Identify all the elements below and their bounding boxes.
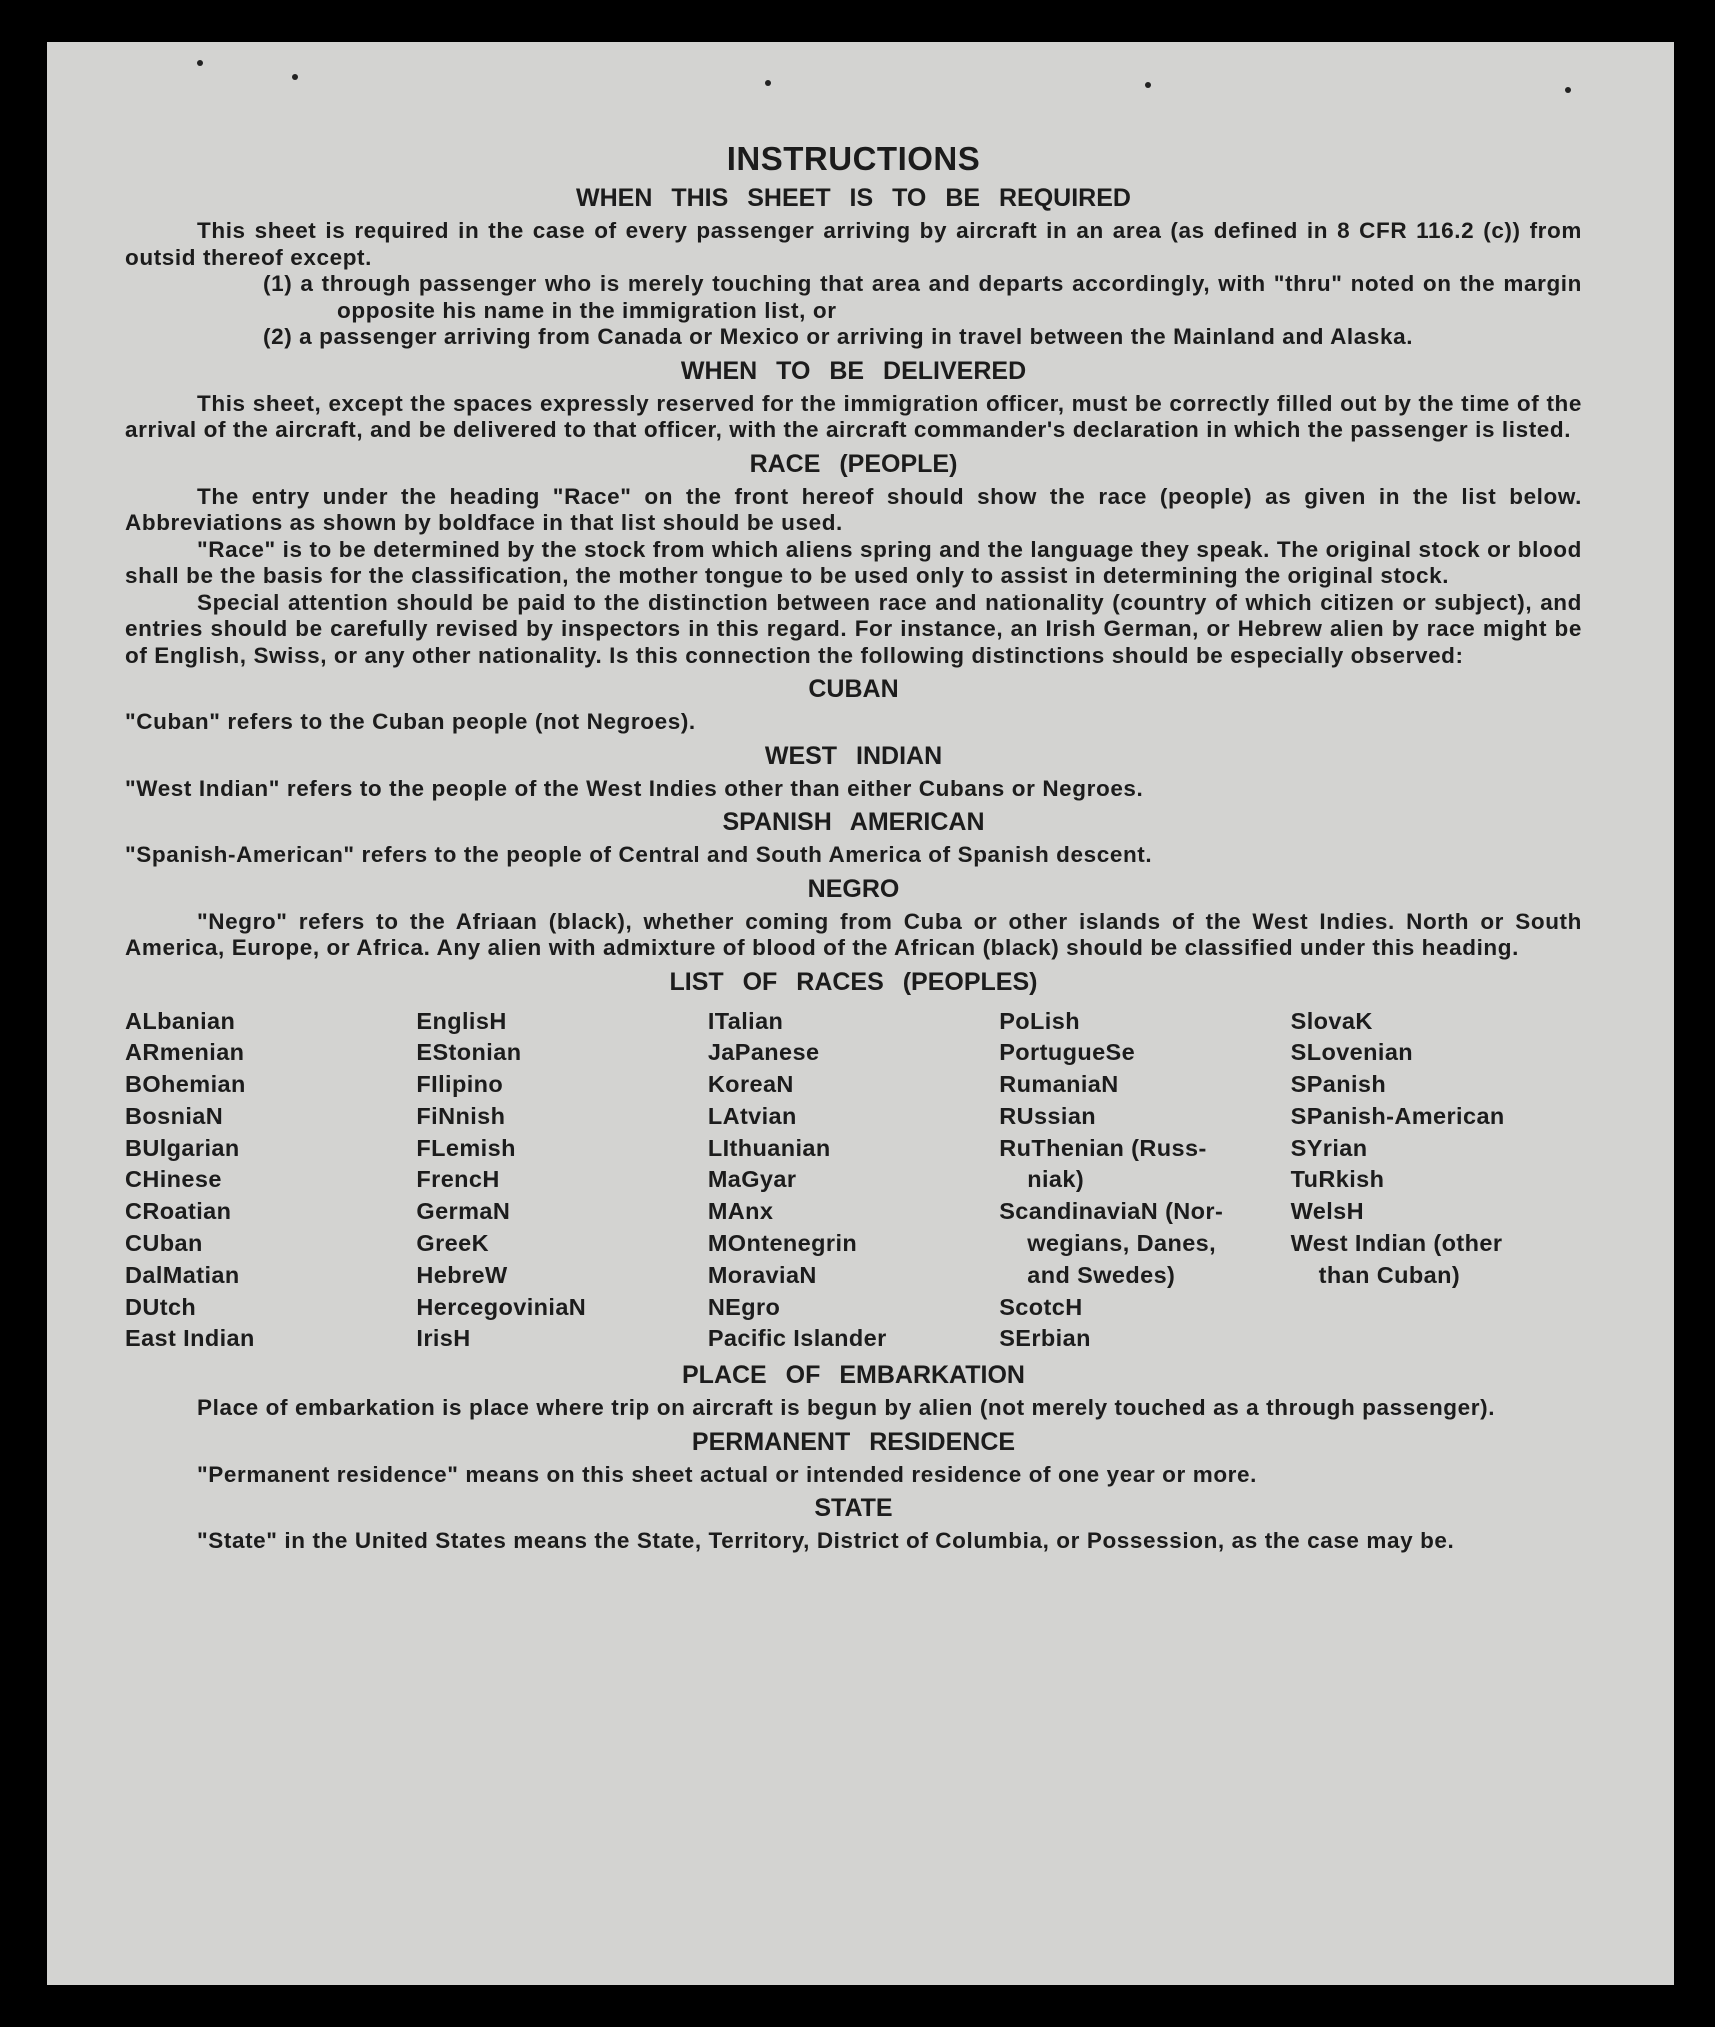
race-list-item: RuThenian (Russ-	[999, 1134, 1207, 1161]
section-heading-west-indian: WEST INDIAN	[764, 741, 943, 770]
required-intro: This sheet is required in the case of every passenger arriving by aircraft in an area (as defined in 8 CFR 116.2 (c)) from outsid thereof except.	[125, 218, 1582, 270]
section-heading-embarkation: PLACE OF EMBARKATION	[682, 1361, 1025, 1390]
race-list-item: SlovaK	[1290, 1007, 1373, 1034]
race-list-item: DalMatian	[125, 1261, 240, 1288]
section-heading-list-of-races: LIST OF RACES (PEOPLES)	[669, 967, 1038, 996]
races-column-2	[416, 1006, 707, 1356]
race-paragraph-2: "Race" is to be determined by the stock from which aliens spring and the language they speak. The original stock or blood shall be the basis for the classification, the mother tongue to be used only to assist in determining the original stock.	[125, 536, 1582, 588]
section-heading-spanish-american: SPANISH AMERICAN	[722, 808, 985, 836]
race-list-item: ARmenian	[125, 1039, 245, 1066]
delivered-text: This sheet, except the spaces expressly reserved for the immigration officer, must be correctly filled out by the time of the arrival of the aircraft, and be delivered to that officer, with the aircraft commander's declaration in which the passenger is listed.	[125, 390, 1582, 442]
spanish-american-text: "Spanish-American" refers to the people of Central and South America of Spanish descent.	[125, 842, 1153, 867]
section-heading-required: WHEN THIS SHEET IS TO BE REQUIRED	[576, 184, 1131, 212]
page-title: INSTRUCTIONS	[726, 140, 981, 177]
section-heading-cuban: CUBAN	[808, 675, 899, 703]
race-list-item: JaPanese	[707, 1039, 820, 1066]
race-list-item: and Swedes)	[1027, 1261, 1176, 1288]
section-heading-race: RACE (PEOPLE)	[749, 449, 958, 478]
required-item-1: (1) a through passenger who is merely touching that area and departs accordingly, with "thru" noted on the margin opposite his name in the immigration list, or	[263, 271, 1582, 323]
race-list-item: RumaniaN	[999, 1071, 1119, 1098]
required-item-2: (2) a passenger arriving from Canada or Mexico or arriving in travel between the Mainland and Alaska.	[263, 324, 1414, 349]
race-list-item: TuRkish	[1290, 1166, 1385, 1193]
race-list-item: CHinese	[125, 1166, 222, 1193]
race-list-item: MaGyar	[707, 1166, 797, 1193]
race-list-item: SYrian	[1290, 1134, 1368, 1161]
embarkation-text: Place of embarkation is place where trip on aircraft is begun by alien (not merely touched as a through passenger).	[197, 1395, 1496, 1421]
races-column-1	[125, 1006, 416, 1356]
race-paragraph-3: Special attention should be paid to the distinction between race and nationality (country of which citizen or subject), and entries should be carefully revised by inspectors in this regard. For instance, an Irish German, or Hebrew alien by race might be of English, Swiss, or any other nationality. Is this connection the following distinctions should be especially observed:	[125, 589, 1582, 668]
race-list-item: than Cuban)	[1318, 1261, 1461, 1288]
race-list-item: HebreW	[416, 1261, 508, 1288]
negro-text: "Negro" refers to the Afriaan (black), whether coming from Cuba or other islands of the West Indies. North or South America, Europe, or Africa. Any alien with admixture of blood of the African (black) should be classified under this heading.	[125, 908, 1582, 960]
race-list-item: PoLish	[999, 1007, 1080, 1034]
race-list-item: HercegoviniaN	[416, 1293, 587, 1320]
speck-mark	[197, 60, 203, 66]
race-list-item: NEgro	[707, 1293, 781, 1320]
race-list-item: KoreaN	[707, 1071, 794, 1098]
race-list-item: ALbanian	[125, 1007, 236, 1034]
race-paragraph-1: The entry under the heading "Race" on the front hereof should show the race (people) as given in the list below. Abbreviations as shown by boldface in that list should be used.	[125, 483, 1582, 535]
state-text: "State" in the United States means the State, Territory, District of Columbia, or Possession, as the case may be.	[197, 1528, 1455, 1554]
race-list-item: CUban	[125, 1230, 203, 1257]
race-list-item: BOhemian	[125, 1071, 246, 1098]
race-list-item: FiNnish	[416, 1102, 506, 1129]
race-list-item: Pacific Islander	[707, 1325, 887, 1352]
race-list-item: SPanish-American	[1290, 1102, 1505, 1129]
race-list-item: ITalian	[707, 1007, 784, 1034]
speck-mark	[1145, 82, 1151, 88]
speck-mark	[765, 80, 771, 86]
race-list-item: wegians, Danes,	[1027, 1230, 1217, 1257]
section-heading-delivered: WHEN TO BE DELIVERED	[680, 356, 1027, 385]
race-list-item: BosniaN	[125, 1102, 224, 1129]
race-list-item: niak)	[1027, 1166, 1085, 1193]
document-page	[47, 42, 1674, 1985]
race-list-item: PortugueSe	[999, 1039, 1136, 1066]
race-list-item: DUtch	[125, 1293, 197, 1320]
races-list	[125, 1006, 1582, 1356]
race-list-item: RUssian	[999, 1102, 1097, 1129]
section-heading-state: STATE	[814, 1494, 893, 1523]
race-list-item: SPanish	[1290, 1071, 1387, 1098]
race-list-item: GreeK	[416, 1230, 489, 1257]
race-list-item: LAtvian	[707, 1102, 797, 1129]
cuban-text: "Cuban" refers to the Cuban people (not Negroes).	[125, 709, 696, 734]
section-heading-negro: NEGRO	[807, 874, 900, 903]
race-list-item: EStonian	[416, 1039, 522, 1066]
races-column-5	[1291, 1006, 1582, 1356]
races-column-3	[708, 1006, 999, 1356]
race-list-item: LIthuanian	[707, 1134, 831, 1161]
race-list-item: ScotcH	[999, 1293, 1083, 1320]
races-column-4	[999, 1006, 1290, 1356]
race-list-item: West Indian (other	[1290, 1230, 1503, 1257]
west-indian-text: "West Indian" refers to the people of the West Indies other than either Cubans or Negroes.	[125, 775, 1144, 801]
race-list-item: FrencH	[416, 1166, 500, 1193]
race-list-item: GermaN	[416, 1198, 511, 1225]
race-list-item: WelsH	[1290, 1198, 1365, 1225]
race-list-item: FLemish	[416, 1134, 516, 1161]
race-list-item: IrisH	[416, 1325, 471, 1352]
race-list-item: CRoatian	[125, 1198, 232, 1225]
speck-mark	[292, 74, 298, 80]
speck-mark	[1565, 87, 1571, 93]
race-list-item: EnglisH	[416, 1007, 507, 1034]
race-list-item: MoraviaN	[707, 1261, 817, 1288]
race-list-item: MAnx	[707, 1198, 774, 1225]
section-heading-residence: PERMANENT RESIDENCE	[691, 1427, 1016, 1456]
residence-text: "Permanent residence" means on this sheet actual or intended residence of one year or more.	[197, 1461, 1258, 1487]
race-list-item: SErbian	[999, 1325, 1091, 1352]
race-list-item: ScandinaviaN (Nor-	[999, 1198, 1224, 1225]
race-list-item: SLovenian	[1290, 1039, 1414, 1066]
race-list-item: MOntenegrin	[707, 1230, 858, 1257]
race-list-item: FIlipino	[416, 1071, 504, 1098]
race-list-item: BUlgarian	[125, 1134, 240, 1161]
race-list-item: East Indian	[125, 1325, 255, 1352]
